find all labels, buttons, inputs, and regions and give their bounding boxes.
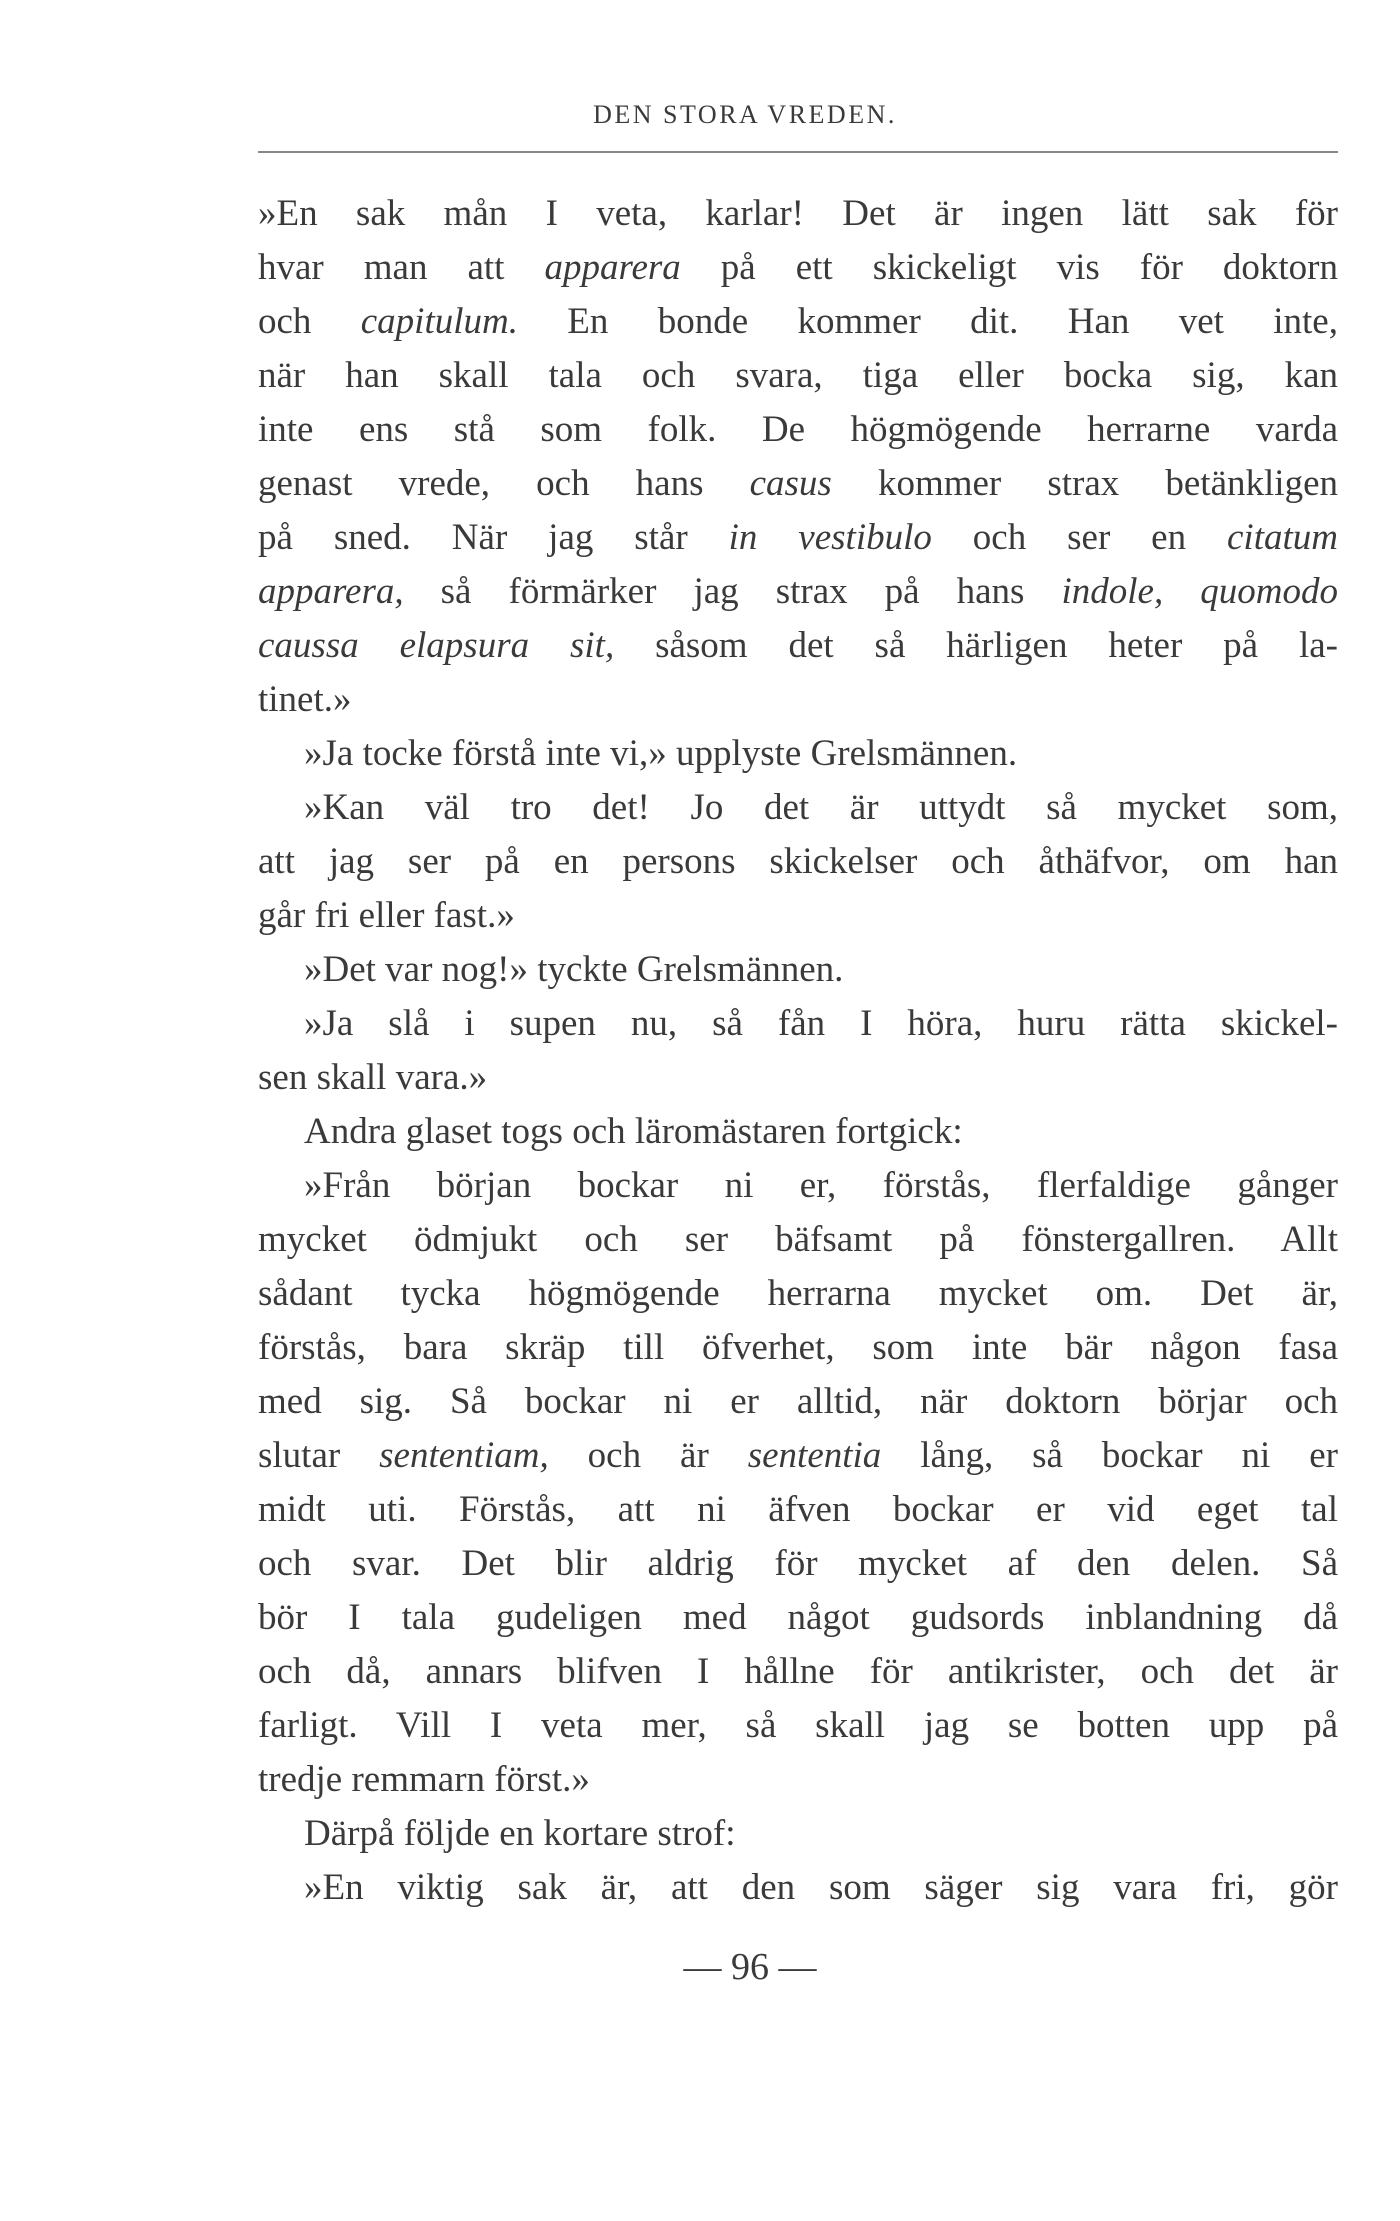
text-run: bör I tala gudeligen med något gudsords inblandning då — [258, 1597, 1338, 1638]
text-run: farligt. Vill I veta mer, så skall jag se botten upp på — [258, 1705, 1338, 1746]
text-line — [258, 511, 1338, 565]
body-text — [258, 187, 1338, 1915]
text-line — [258, 241, 1338, 295]
text-line — [258, 1429, 1338, 1483]
text-run: sen skall vara.» — [258, 1057, 488, 1098]
page-number: — 96 — — [683, 1946, 817, 1988]
text-run: kommer strax betänkligen — [831, 463, 1338, 504]
text-run: och ser en — [931, 517, 1227, 558]
text-line — [258, 1159, 1338, 1213]
text-run: på sned. När jag står — [258, 517, 729, 558]
italic-run: citatum — [1227, 517, 1338, 558]
text-line — [258, 1375, 1338, 1429]
text-run: »Kan väl tro det! Jo det är uttydt så mycket som, — [304, 787, 1338, 828]
text-run: sådant tycka högmögende herrarna mycket om. Det är, — [258, 1273, 1338, 1314]
text-run: »Ja tocke förstå inte vi,» upplyste Grelsmännen. — [304, 733, 1018, 774]
text-line — [258, 781, 1338, 835]
text-line — [258, 1537, 1338, 1591]
text-run: »Det var nog!» tyckte Grelsmännen. — [304, 949, 844, 990]
text-run: på ett skickeligt vis för doktorn — [680, 247, 1338, 288]
italic-run: indole, quomodo — [1061, 571, 1338, 612]
text-line — [258, 457, 1338, 511]
header-rule — [258, 151, 1338, 153]
text-line — [258, 565, 1338, 619]
text-run: slutar — [258, 1435, 380, 1476]
text-run: tredje remmarn först.» — [258, 1759, 590, 1800]
text-run: Andra glaset togs och läromästaren fortgick: — [304, 1111, 963, 1152]
text-run: lång, så bockar ni er — [881, 1435, 1338, 1476]
text-run: »Från början bockar ni er, förstås, flerfaldige gånger — [304, 1165, 1338, 1206]
text-run: tinet.» — [258, 679, 352, 720]
italic-run: apparera, — [258, 571, 404, 612]
text-line — [258, 1213, 1338, 1267]
text-line — [258, 1591, 1338, 1645]
italic-run: in vestibulo — [728, 517, 932, 558]
text-line — [258, 1483, 1338, 1537]
text-run: och — [258, 301, 361, 342]
text-line — [258, 1051, 1338, 1105]
text-run: förstås, bara skräp till öfverhet, som inte bär någon fasa — [258, 1327, 1338, 1368]
text-line — [258, 187, 1338, 241]
running-header: DEN STORA VREDEN. — [593, 100, 897, 129]
text-line — [258, 349, 1338, 403]
text-line — [258, 1105, 1338, 1159]
text-run: med sig. Så bockar ni er alltid, när doktorn börjar och — [258, 1381, 1338, 1422]
text-run: och är — [548, 1435, 748, 1476]
italic-run: sententia — [747, 1435, 882, 1476]
text-run: och då, annars blifven I hållne för antikrister, och det är — [258, 1651, 1338, 1692]
text-run: så förmärker jag strax på hans — [403, 571, 1062, 612]
text-run: Därpå följde en kortare strof: — [304, 1813, 736, 1854]
text-line — [258, 727, 1338, 781]
text-run: midt uti. Förstås, att ni äfven bockar er vid eget tal — [258, 1489, 1338, 1530]
text-run: och svar. Det blir aldrig för mycket af den delen. Så — [258, 1543, 1338, 1584]
text-line — [258, 1861, 1338, 1915]
text-line — [258, 295, 1338, 349]
text-line — [258, 1645, 1338, 1699]
text-line — [258, 1753, 1338, 1807]
text-line — [258, 889, 1338, 943]
text-line — [258, 1807, 1338, 1861]
text-line — [258, 835, 1338, 889]
text-line — [258, 1699, 1338, 1753]
text-run: när han skall tala och svara, tiga eller bocka sig, kan — [258, 355, 1338, 396]
text-line — [258, 1267, 1338, 1321]
italic-run: apparera — [544, 247, 681, 288]
italic-run: sententiam, — [379, 1435, 549, 1476]
text-run: såsom det så härligen heter på la- — [614, 625, 1339, 666]
italic-run: casus — [749, 463, 832, 504]
text-run: inte ens stå som folk. De högmögende herrarne varda — [258, 409, 1338, 450]
text-line — [258, 943, 1338, 997]
text-line — [258, 1321, 1338, 1375]
text-run: går fri eller fast.» — [258, 895, 515, 936]
text-line — [258, 673, 1338, 727]
text-run: hvar man att — [258, 247, 545, 288]
text-run: genast vrede, och hans — [258, 463, 750, 504]
italic-run: caussa elapsura sit, — [258, 625, 615, 666]
text-run: att jag ser på en persons skickelser och åthäfvor, om han — [258, 841, 1338, 882]
text-run: mycket ödmjukt och ser bäfsamt på fönstergallren. Allt — [258, 1219, 1338, 1260]
italic-run: capitulum. — [360, 301, 518, 342]
text-line — [258, 997, 1338, 1051]
text-line — [258, 403, 1338, 457]
text-line — [258, 619, 1338, 673]
text-run: »En viktig sak är, att den som säger sig vara fri, gör — [304, 1867, 1338, 1908]
text-run: En bonde kommer dit. Han vet inte, — [517, 301, 1338, 342]
text-run: »Ja slå i supen nu, så fån I höra, huru rätta skickel- — [304, 1003, 1338, 1044]
text-run: »En sak mån I veta, karlar! Det är ingen lätt sak för — [258, 193, 1338, 234]
